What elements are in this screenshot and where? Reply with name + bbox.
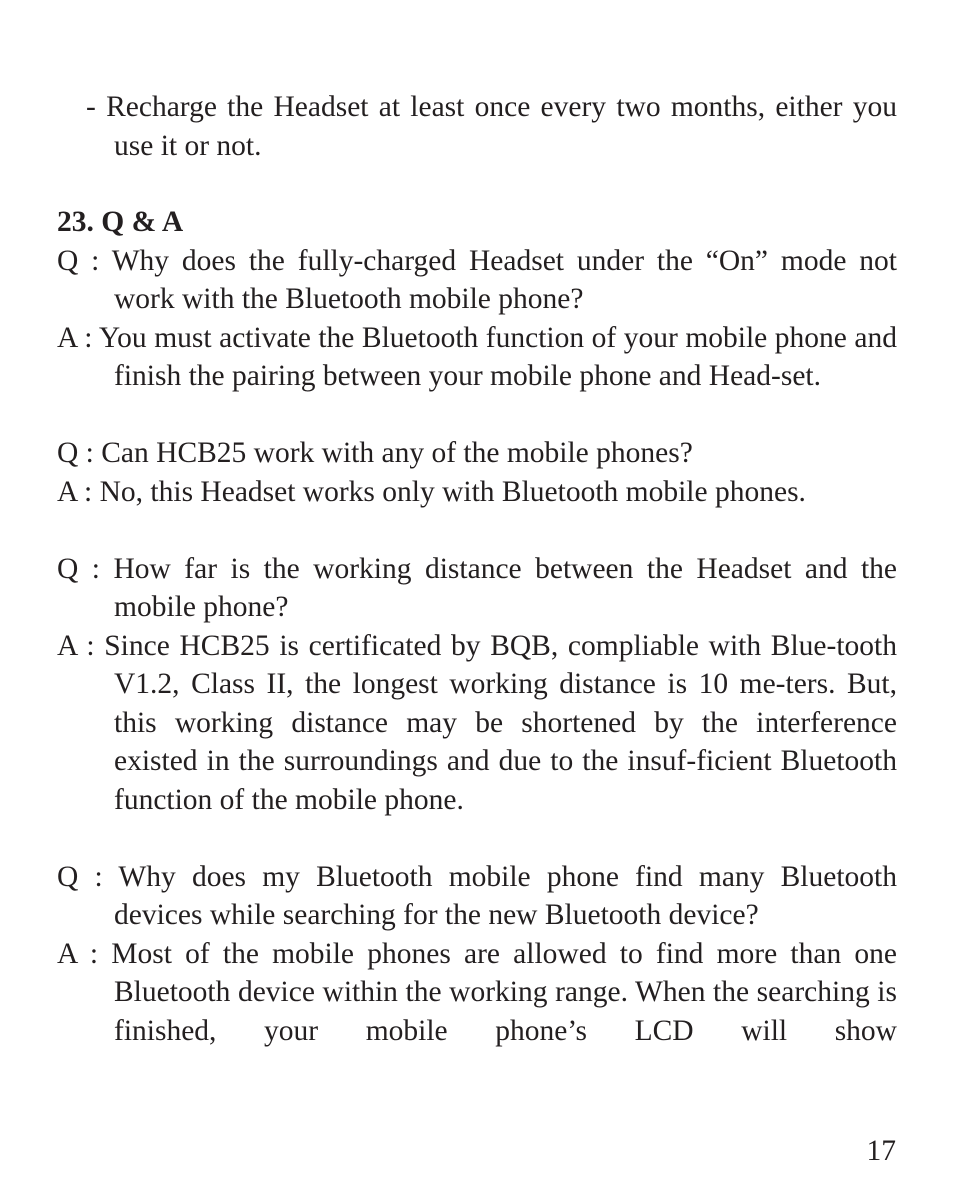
question-2: Q : Can HCB25 work with any of the mobile phones?	[57, 437, 693, 469]
recharge-bullet: - Recharge the Headset at least once every two months, either you use it or not.	[86, 91, 897, 162]
answer-3: A : Since HCB25 is certificated by BQB, compliable with Blue-tooth V1.2, Class II, the longest working distance is 10 me-ters. But, this working distance may be shortened by the interference existed in the surroundings and due to the insuf-ficient Bluetooth function of the mobile phone.	[57, 629, 897, 816]
question-1: Q : Why does the fully-charged Headset under the “On” mode not work with the Bluetooth mobile phone?	[57, 244, 897, 315]
spacer	[57, 511, 897, 550]
question-4: Q : Why does my Bluetooth mobile phone find many Bluetooth devices while searching for the new Bluetooth device?	[57, 860, 897, 931]
answer-1: A : You must activate the Bluetooth function of your mobile phone and finish the pairing between your mobile phone and Head-set.	[57, 321, 897, 392]
section-heading: 23. Q & A	[57, 206, 184, 238]
answer-2: A : No, this Headset works only with Bluetooth mobile phones.	[57, 475, 806, 508]
page-content	[57, 88, 897, 1050]
spacer	[57, 396, 897, 435]
answer-4: A : Most of the mobile phones are allowed to find more than one Bluetooth device within the working range. When the searching is finished, your mobile phone’s LCD will show	[57, 937, 897, 1047]
spacer	[57, 819, 897, 858]
question-3: Q : How far is the working distance between the Headset and the mobile phone?	[57, 552, 897, 623]
page-number: 17	[866, 1135, 896, 1167]
